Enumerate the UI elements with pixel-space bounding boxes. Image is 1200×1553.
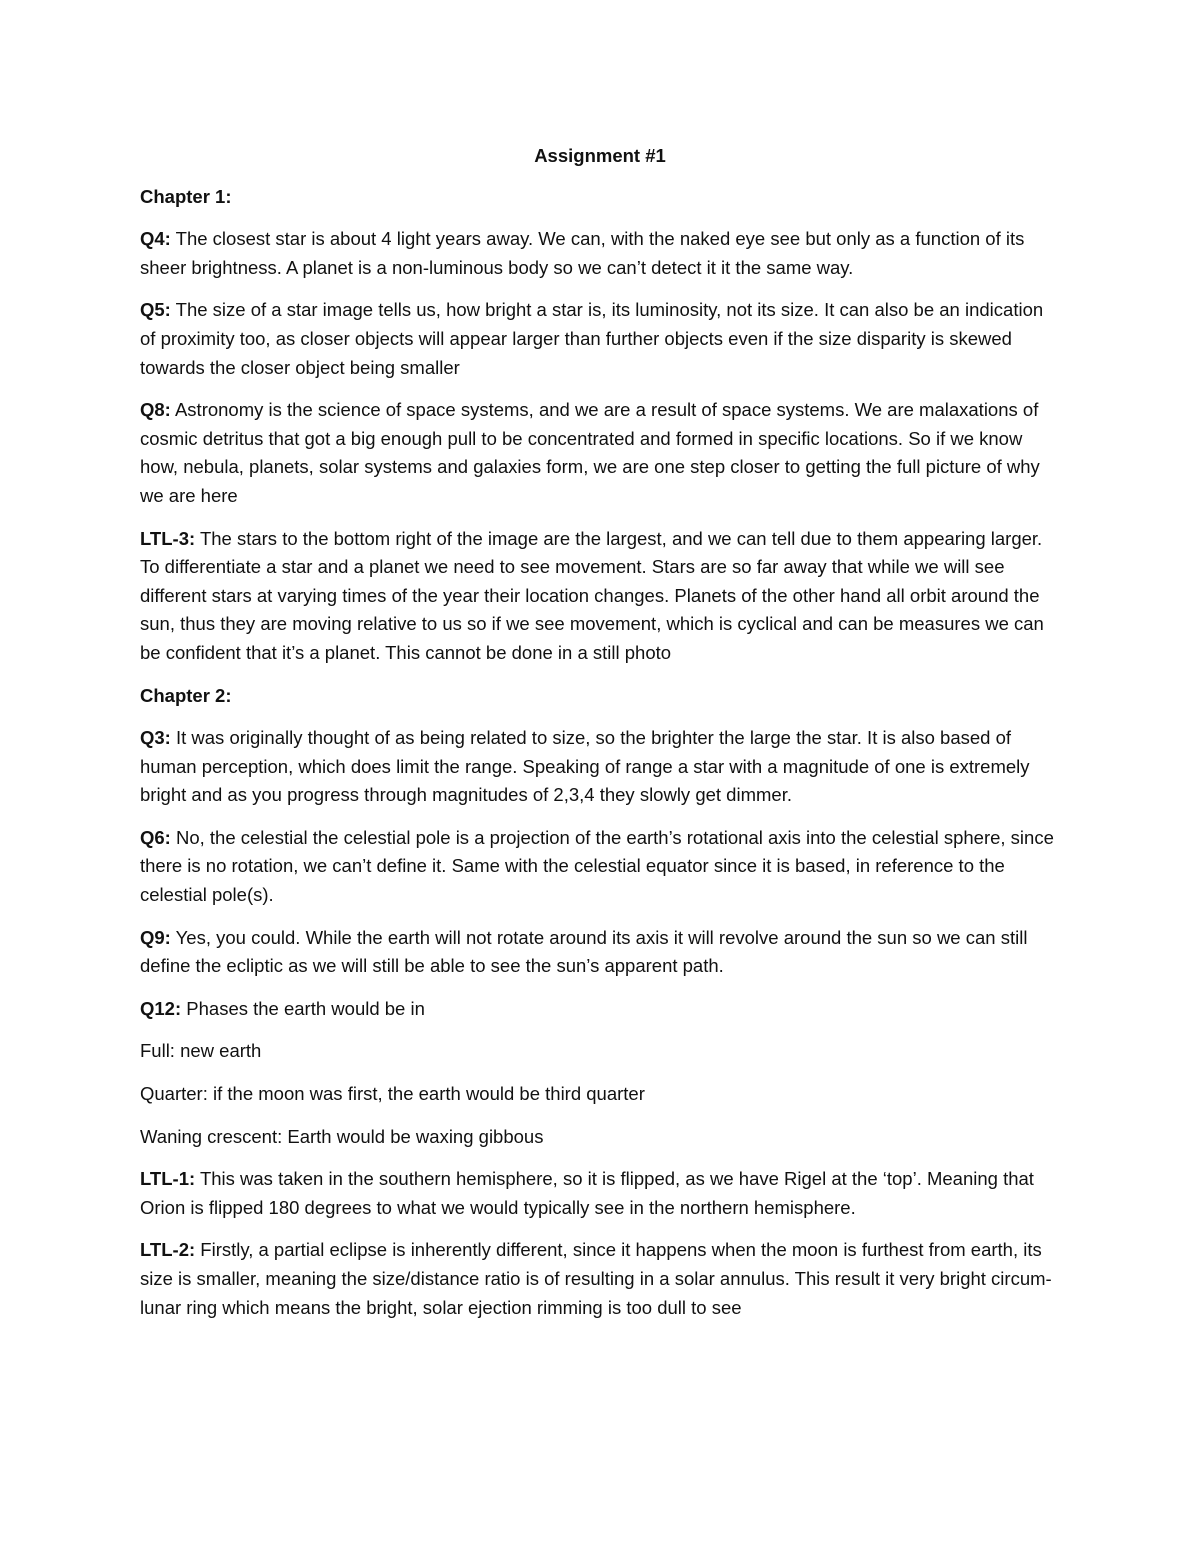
- chapter-2-heading: Chapter 2:: [140, 684, 232, 706]
- answer-ltl-1: [140, 1165, 1060, 1222]
- answer-text: Yes, you could. While the earth will not rotate around its axis it will revolve around the sun so we can still define the ecliptic as we will still be able to see the sun’s apparent path.: [140, 926, 1028, 977]
- answer-text: Quarter: if the moon was first, the earth would be third quarter: [140, 1083, 645, 1105]
- answer-text: This was taken in the southern hemisphere, so it is flipped, as we have Rigel at the ‘top’. Meaning that Orion is flipped 180 degrees to what we would typically see in the northern hemisphere.: [140, 1168, 1034, 1218]
- answer-text: Full: new earth: [140, 1040, 262, 1062]
- answer-q12: [140, 995, 1060, 1024]
- answer-label: Q9:: [140, 926, 171, 948]
- answer-label: Q3:: [140, 727, 171, 749]
- answer-label: LTL-3:: [140, 527, 196, 549]
- answer-label: Q4:: [140, 228, 171, 250]
- answer-label: Q8:: [140, 399, 171, 421]
- answer-label: Q6:: [140, 826, 171, 848]
- chapter-1-heading: Chapter 1:: [140, 185, 232, 207]
- phase-full: [140, 1037, 1060, 1066]
- answer-text: The closest star is about 4 light years away. We can, with the naked eye see but only as a function of its sheer brightness. A planet is a non-luminous body so we can’t detect it it the same way.: [140, 228, 1025, 278]
- answer-q3: [140, 724, 1060, 810]
- answer-label: LTL-1:: [140, 1168, 196, 1190]
- answer-text: Waning crescent: Earth would be waxing gibbous: [140, 1125, 544, 1147]
- answer-text: Astronomy is the science of space systems, and we are a result of space systems. We are malaxations of cosmic detritus that got a big enough pull to be concentrated and formed in specific locations. So if we know how, nebula, planets, solar systems and galaxies form, we are one step closer to getting the full picture of why we are here: [140, 399, 1040, 506]
- answer-label: Q5:: [140, 299, 171, 321]
- answer-ltl-2: [140, 1236, 1060, 1322]
- phase-waning-crescent: [140, 1123, 1060, 1152]
- answer-text: No, the celestial the celestial pole is a projection of the earth’s rotational axis into the celestial sphere, since there is no rotation, we can’t define it. Same with the celestial equator since it is based, in reference to the celestial pole(s).: [140, 826, 1054, 906]
- document-title: Assignment #1: [534, 145, 666, 166]
- answer-text: Phases the earth would be in: [181, 997, 425, 1019]
- answer-text: The size of a star image tells us, how bright a star is, its luminosity, not its size. It can also be an indication of proximity too, as closer objects will appear larger than further objects even if the size disparity is skewed towards the closer object being smaller: [140, 299, 1044, 378]
- answer-ltl-3: [140, 525, 1060, 668]
- answer-text: Firstly, a partial eclipse is inherently different, since it happens when the moon is furthest from earth, its size is smaller, meaning the size/distance ratio is of resulting in a solar annulus. This result it very bright circum-lunar ring which means the bright, solar ejection rimming is too dull to see: [140, 1239, 1052, 1318]
- answer-label: Q12:: [140, 997, 182, 1019]
- answer-q6: [140, 824, 1060, 910]
- answer-text: It was originally thought of as being related to size, so the brighter the large the star. It is also based of human perception, which does limit the range. Speaking of range a star with a magnitude of one is extremely bright and as you progress through magnitudes of 2,3,4 they slowly get dimmer.: [140, 727, 1030, 806]
- answer-q9: [140, 924, 1060, 981]
- answer-q5: [140, 296, 1060, 382]
- answer-q8: [140, 396, 1060, 510]
- answer-text: The stars to the bottom right of the image are the largest, and we can tell due to them appearing larger. To differentiate a star and a planet we need to see movement. Stars are so far away that while we will see different stars at varying times of the year their location changes. Planets of the other hand all orbit around the sun, thus they are moving relative to us so if we see movement, which is cyclical and can be measures we can be confident that it’s a planet. This cannot be done in a still photo: [140, 527, 1044, 663]
- answer-label: LTL-2:: [140, 1239, 196, 1261]
- answer-q4: [140, 225, 1060, 282]
- document-page: [140, 142, 1060, 1336]
- phase-quarter: [140, 1080, 1060, 1109]
